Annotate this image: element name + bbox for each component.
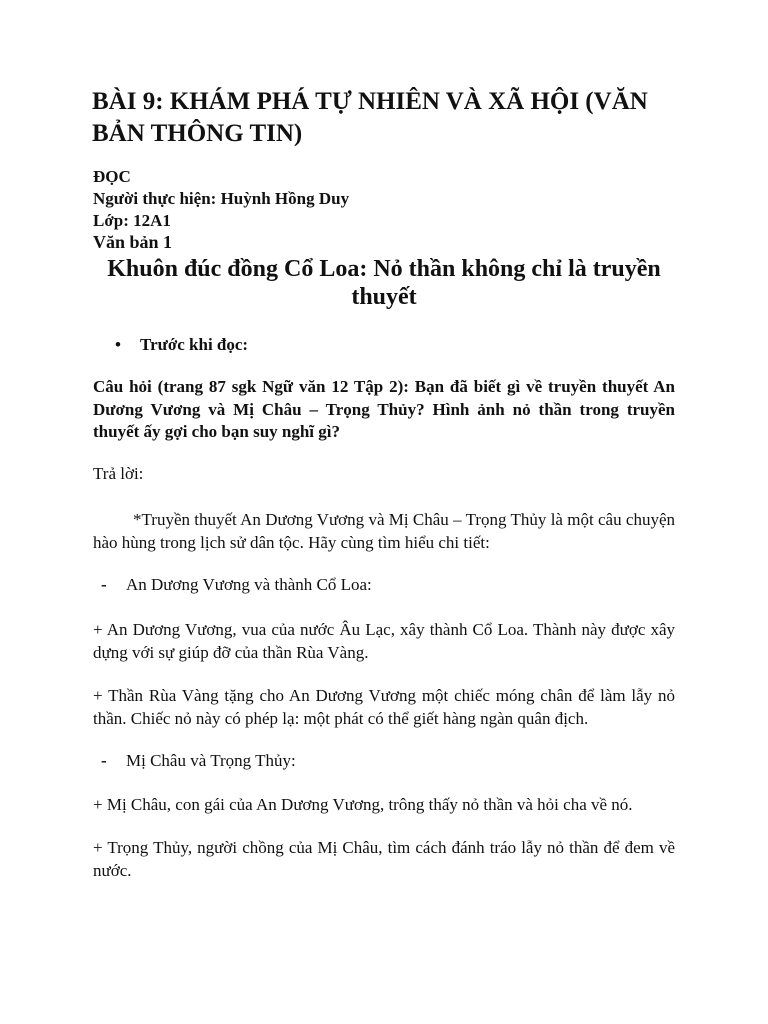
section2-point2: + Trọng Thủy, người chồng của Mị Châu, tìm cách đánh tráo lẫy nỏ thần để đem về nước.: [93, 838, 675, 880]
author-line: Người thực hiện: Huỳnh Hồng Duy: [93, 189, 350, 208]
dash-icon: -: [101, 751, 107, 770]
text-label: Văn bản 1: [93, 232, 173, 252]
question-paragraph: Câu hỏi (trang 87 sgk Ngữ văn 12 Tập 2): Bạn đã biết gì về truyền thuyết An Dương Vương và Mị Châu – Trọng Thủy? Hình ảnh nỏ thần trong truyền thuyết ấy gợi cho bạn suy nghĩ gì?: [93, 377, 675, 441]
reading-subtitle: Khuôn đúc đồng Cổ Loa: Nỏ thần không chỉ là truyền thuyết: [107, 256, 661, 310]
section2-point1: + Mị Châu, con gái của An Dương Vương, trông thấy nỏ thần và hỏi cha về nó.: [93, 795, 633, 814]
section2-heading: Mị Châu và Trọng Thủy:: [126, 751, 296, 770]
section1-heading: An Dương Vương và thành Cổ Loa:: [126, 575, 372, 594]
section1-point1: + An Dương Vương, vua của nước Âu Lạc, xây thành Cổ Loa. Thành này được xây dựng với sự giúp đỡ của thần Rùa Vàng.: [93, 620, 675, 662]
dash-icon: -: [101, 575, 107, 594]
intro-paragraph: *Truyền thuyết An Dương Vương và Mị Châu – Trọng Thủy là một câu chuyện hào hùng trong lịch sử dân tộc. Hãy cùng tìm hiểu chi tiết:: [93, 510, 675, 552]
section1-point2: + Thần Rùa Vàng tặng cho An Dương Vương một chiếc móng chân để làm lẫy nỏ thần. Chiếc nỏ này có phép lạ: một phát có thể giết hàng ngàn quân địch.: [93, 686, 675, 728]
bullet-icon: •: [115, 335, 121, 354]
class-line: Lớp: 12A1: [93, 211, 171, 230]
lesson-title: BÀI 9: KHÁM PHÁ TỰ NHIÊN VÀ XÃ HỘI (VĂN BẢN THÔNG TIN): [92, 88, 648, 147]
section-label: ĐỌC: [93, 167, 131, 186]
bullet-heading: Trước khi đọc:: [140, 335, 249, 354]
answer-label: Trả lời:: [93, 464, 144, 483]
